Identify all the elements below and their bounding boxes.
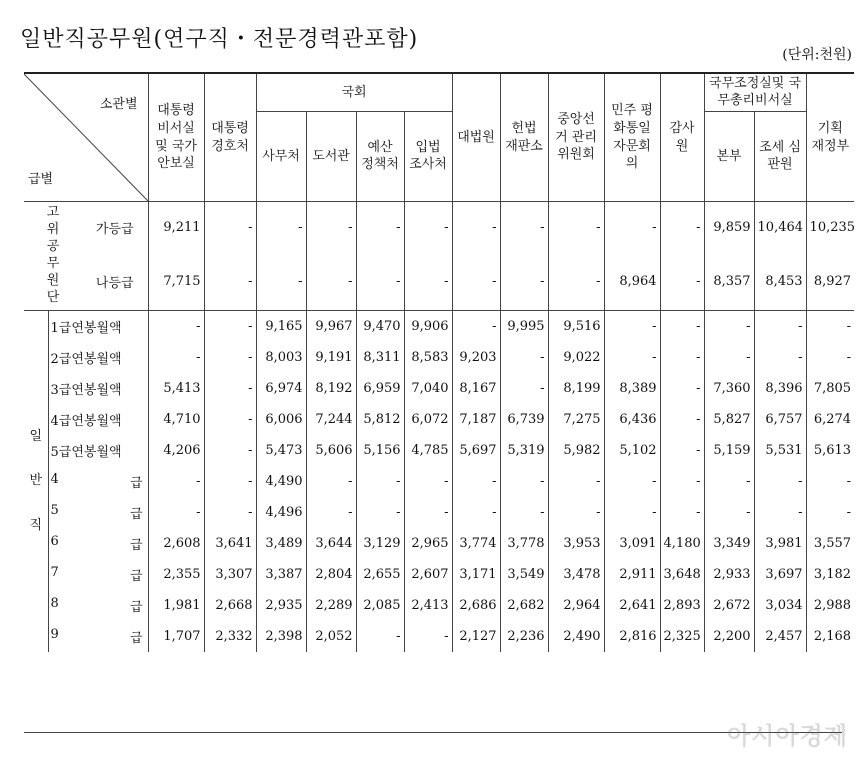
table-cell: 10,464 [754, 202, 806, 253]
table-cell: - [404, 621, 452, 652]
table-cell: 2,964 [548, 590, 604, 621]
table-cell: 8,003 [256, 342, 306, 373]
table-cell: 2,052 [306, 621, 356, 652]
table-cell: - [356, 252, 404, 311]
table-cell: 2,672 [704, 590, 754, 621]
row-label-text: 4급연봉월액 [50, 414, 122, 429]
table-cell: 2,490 [548, 621, 604, 652]
table-cell: 8,927 [806, 252, 854, 311]
table-cell: 8,199 [548, 373, 604, 404]
table-cell: - [604, 466, 660, 497]
table-cell: - [660, 373, 704, 404]
table-cell: 4,710 [148, 404, 204, 435]
group-label-general-text: 일반직 [29, 429, 43, 533]
table-cell: 1,981 [148, 590, 204, 621]
table-cell: - [806, 311, 854, 343]
table-cell: 5,319 [500, 435, 548, 466]
table-cell: 5,156 [356, 435, 404, 466]
table-cell: 8,167 [452, 373, 500, 404]
row-label: 가등급 [82, 202, 148, 253]
table-cell: 6,072 [404, 404, 452, 435]
table-cell: - [660, 342, 704, 373]
table-cell: - [806, 497, 854, 528]
table-cell: - [548, 252, 604, 311]
table-cell: 3,182 [806, 559, 854, 590]
table-cell: 7,187 [452, 404, 500, 435]
row-label [48, 435, 148, 466]
table-cell: 2,935 [256, 590, 306, 621]
table-cell: 7,360 [704, 373, 754, 404]
table-cell: 6,006 [256, 404, 306, 435]
table-cell: - [148, 497, 204, 528]
table-cell: - [660, 404, 704, 435]
col-header-12: 본부 [704, 111, 754, 201]
row-label [48, 559, 148, 590]
table-cell: - [660, 466, 704, 497]
row-label-suffix: 급 [129, 569, 143, 584]
table-cell: - [754, 311, 806, 343]
table-cell: 2,200 [704, 621, 754, 652]
col-header-2: 대통령 경호처 [204, 73, 256, 202]
table-cell: 2,168 [806, 621, 854, 652]
table-cell: 2,085 [356, 590, 404, 621]
table-cell: - [404, 252, 452, 311]
row-label-text: 5급연봉월액 [50, 445, 122, 460]
row-label [48, 466, 148, 497]
table-cell: 5,606 [306, 435, 356, 466]
table-cell: 2,816 [604, 621, 660, 652]
table-cell: 2,355 [148, 559, 204, 590]
table-cell: 4,490 [256, 466, 306, 497]
table-cell: 9,859 [704, 202, 754, 253]
table-cell: - [660, 252, 704, 311]
table-cell: 9,906 [404, 311, 452, 343]
table-cell: 5,697 [452, 435, 500, 466]
table-cell: 6,757 [754, 404, 806, 435]
table-cell: 3,549 [500, 559, 548, 590]
table-cell: 9,516 [548, 311, 604, 343]
table-cell: - [404, 202, 452, 253]
row-label-suffix: 급 [129, 538, 143, 553]
table-cell: 3,648 [660, 559, 704, 590]
table-cell: 4,180 [660, 528, 704, 559]
table-cell: 3,034 [754, 590, 806, 621]
table-cell: 5,102 [604, 435, 660, 466]
row-label [48, 497, 148, 528]
table-cell: - [356, 621, 404, 652]
row-label [48, 404, 148, 435]
table-cell: 7,040 [404, 373, 452, 404]
table-cell: 3,387 [256, 559, 306, 590]
table-cell: 2,682 [500, 590, 548, 621]
table-cell: - [204, 466, 256, 497]
group-label-senior [24, 202, 82, 311]
table-cell: - [660, 435, 704, 466]
table-cell: - [204, 404, 256, 435]
table-cell: - [806, 342, 854, 373]
table-row [24, 528, 854, 559]
table-cell: 6,739 [500, 404, 548, 435]
table-cell: - [604, 342, 660, 373]
table-cell: 9,022 [548, 342, 604, 373]
table-cell: - [356, 466, 404, 497]
table-cell: 9,995 [500, 311, 548, 343]
table-cell: 2,686 [452, 590, 500, 621]
table-cell: 4,785 [404, 435, 452, 466]
row-label-text: 8 [50, 596, 59, 611]
row-label [48, 342, 148, 373]
table-cell: 5,159 [704, 435, 754, 466]
table-cell: - [204, 373, 256, 404]
table-cell: 2,804 [306, 559, 356, 590]
table-cell: - [404, 466, 452, 497]
table-cell: 2,893 [660, 590, 704, 621]
table-cell: 3,557 [806, 528, 854, 559]
table-cell: 2,608 [148, 528, 204, 559]
row-label-text: 2급연봉월액 [50, 352, 122, 367]
table-cell: - [306, 497, 356, 528]
table-cell: 2,325 [660, 621, 704, 652]
table-cell: - [500, 497, 548, 528]
table-cell: - [500, 373, 548, 404]
table-cell: 7,805 [806, 373, 854, 404]
table-cell: - [204, 435, 256, 466]
table-cell: 3,953 [548, 528, 604, 559]
table-cell: - [148, 311, 204, 343]
salary-table [24, 72, 854, 652]
table-cell: 5,812 [356, 404, 404, 435]
table-row [24, 466, 854, 497]
table-row [24, 559, 854, 590]
table-cell: 2,911 [604, 559, 660, 590]
col-header-14: 기획 재정부 [806, 73, 854, 202]
table-cell: - [704, 311, 754, 343]
watermark: 아시아경제 [727, 722, 848, 750]
table-bottom-rule [24, 732, 842, 733]
table-cell: 3,349 [704, 528, 754, 559]
table-cell: - [604, 202, 660, 253]
table-cell: - [404, 497, 452, 528]
table-cell: 9,967 [306, 311, 356, 343]
row-label-text: 7 [50, 565, 59, 580]
table-cell: 5,827 [704, 404, 754, 435]
table-cell: - [754, 497, 806, 528]
table-cell: 4,496 [256, 497, 306, 528]
table-row [24, 342, 854, 373]
table-cell: - [204, 342, 256, 373]
table-cell: 2,127 [452, 621, 500, 652]
table-cell: - [704, 497, 754, 528]
table-cell: - [806, 466, 854, 497]
table-cell: - [452, 311, 500, 343]
row-label-suffix: 급 [129, 476, 143, 491]
col-header-8: 헌법 재판소 [500, 73, 548, 202]
table-cell: - [148, 342, 204, 373]
table-cell: - [704, 342, 754, 373]
table-cell: 2,655 [356, 559, 404, 590]
table-cell: 10,235 [806, 202, 854, 253]
table-cell: 6,274 [806, 404, 854, 435]
table-cell: - [452, 466, 500, 497]
row-label-text: 1급연봉월액 [50, 321, 122, 336]
table-cell: 3,171 [452, 559, 500, 590]
table-row [24, 202, 854, 253]
table-cell: - [256, 252, 306, 311]
table-cell: 4,206 [148, 435, 204, 466]
group-label-general [24, 311, 48, 653]
table-cell: 3,981 [754, 528, 806, 559]
table-cell: 9,191 [306, 342, 356, 373]
table-cell: - [452, 497, 500, 528]
group-label-senior-text: 고위공무원단 [46, 205, 60, 305]
col-header-9: 중앙선거 관리 위원회 [548, 73, 604, 202]
table-cell: - [306, 252, 356, 311]
table-cell: - [306, 466, 356, 497]
table-cell: 3,478 [548, 559, 604, 590]
col-header-10: 민주 평화통일 자문회의 [604, 73, 660, 202]
table-cell: - [204, 252, 256, 311]
table-cell: 3,091 [604, 528, 660, 559]
row-label-suffix: 급 [129, 631, 143, 646]
table-cell: - [660, 311, 704, 343]
table-cell: 7,275 [548, 404, 604, 435]
table-cell: 9,203 [452, 342, 500, 373]
table-cell: 9,470 [356, 311, 404, 343]
table-row [24, 497, 854, 528]
table-cell: - [660, 202, 704, 253]
table-corner-cell [24, 73, 148, 202]
table-row [24, 404, 854, 435]
table-cell: - [204, 202, 256, 253]
table-cell: - [356, 202, 404, 253]
table-cell: 3,641 [204, 528, 256, 559]
table-row [24, 435, 854, 466]
col-header-13: 조세 심판원 [754, 111, 806, 201]
corner-header-top: 소관별 [99, 97, 138, 112]
row-label-text: 9 [50, 627, 59, 642]
table-row [24, 252, 854, 311]
table-cell: 3,644 [306, 528, 356, 559]
row-label-suffix: 급 [129, 507, 143, 522]
table-cell: 8,311 [356, 342, 404, 373]
table-cell: - [356, 497, 404, 528]
table-cell: 5,531 [754, 435, 806, 466]
table-cell: 2,641 [604, 590, 660, 621]
table-cell: 5,982 [548, 435, 604, 466]
table-cell: - [204, 497, 256, 528]
table-cell: 8,964 [604, 252, 660, 311]
col-group-pmo: 국무조정실및 국무총리비서실 [704, 73, 806, 111]
table-cell: 7,244 [306, 404, 356, 435]
table-cell: - [754, 466, 806, 497]
table-cell: 5,613 [806, 435, 854, 466]
corner-header-bottom: 급별 [28, 172, 54, 188]
table-row [24, 590, 854, 621]
table-cell: 8,357 [704, 252, 754, 311]
table-cell: - [660, 497, 704, 528]
row-label [48, 311, 148, 343]
table-cell: - [548, 497, 604, 528]
table-row [24, 373, 854, 404]
table-cell: - [604, 311, 660, 343]
col-header-6: 입법 조사처 [404, 111, 452, 201]
table-cell: - [500, 342, 548, 373]
table-cell: 2,236 [500, 621, 548, 652]
document-title: 일반직공무원(연구직・전문경력관포함) [20, 27, 419, 52]
table-cell: 3,778 [500, 528, 548, 559]
table-cell: 3,774 [452, 528, 500, 559]
row-label [48, 621, 148, 652]
table-cell: 8,396 [754, 373, 806, 404]
table-cell: 2,965 [404, 528, 452, 559]
table-cell: 6,974 [256, 373, 306, 404]
col-header-4: 도서관 [306, 111, 356, 201]
table-cell: 8,389 [604, 373, 660, 404]
table-cell: 2,289 [306, 590, 356, 621]
col-header-1: 대통령 비서실및 국가안보실 [148, 73, 204, 202]
unit-label: (단위:천원) [782, 47, 852, 63]
table-cell: 2,457 [754, 621, 806, 652]
table-cell: 8,192 [306, 373, 356, 404]
col-header-5: 예산 정책처 [356, 111, 404, 201]
row-label-suffix: 급 [129, 600, 143, 615]
table-cell: - [604, 497, 660, 528]
table-cell: 5,413 [148, 373, 204, 404]
table-cell: - [148, 466, 204, 497]
row-label-text: 5 [50, 503, 59, 518]
row-label [48, 528, 148, 559]
table-cell: - [500, 202, 548, 253]
table-cell: 1,707 [148, 621, 204, 652]
table-cell: 3,307 [204, 559, 256, 590]
table-cell: 2,988 [806, 590, 854, 621]
table-cell: 8,583 [404, 342, 452, 373]
row-label-text: 6 [50, 534, 59, 549]
table-cell: 2,933 [704, 559, 754, 590]
table-cell: 6,436 [604, 404, 660, 435]
table-cell: 6,959 [356, 373, 404, 404]
table-cell: - [548, 466, 604, 497]
table-cell: - [754, 342, 806, 373]
table-cell: - [548, 202, 604, 253]
table-cell: 2,607 [404, 559, 452, 590]
table-cell: 5,473 [256, 435, 306, 466]
col-header-11: 감사원 [660, 73, 704, 202]
table-cell: 9,211 [148, 202, 204, 253]
table-cell: 3,129 [356, 528, 404, 559]
row-label [48, 590, 148, 621]
table-cell: 2,398 [256, 621, 306, 652]
col-group-assembly: 국회 [256, 73, 452, 111]
table-cell: 2,332 [204, 621, 256, 652]
table-row [24, 621, 854, 652]
table-cell: - [452, 252, 500, 311]
table-cell: 3,697 [754, 559, 806, 590]
table-cell: - [452, 202, 500, 253]
row-label: 나등급 [95, 275, 134, 291]
table-cell: 7,715 [148, 252, 204, 311]
table-cell: - [256, 202, 306, 253]
table-cell: 2,668 [204, 590, 256, 621]
row-label-text: 3급연봉월액 [50, 383, 122, 398]
col-header-3: 사무처 [256, 111, 306, 201]
table-cell: - [306, 202, 356, 253]
table-cell: 9,165 [256, 311, 306, 343]
col-header-7: 대법원 [452, 73, 500, 202]
table-cell: - [204, 311, 256, 343]
table-cell: - [500, 252, 548, 311]
table-cell: - [704, 466, 754, 497]
table-cell: 8,453 [754, 252, 806, 311]
table-cell: 3,489 [256, 528, 306, 559]
table-cell: - [500, 466, 548, 497]
table-row [24, 311, 854, 343]
row-label [48, 373, 148, 404]
row-label-text: 4 [50, 472, 59, 487]
table-cell: 2,413 [404, 590, 452, 621]
